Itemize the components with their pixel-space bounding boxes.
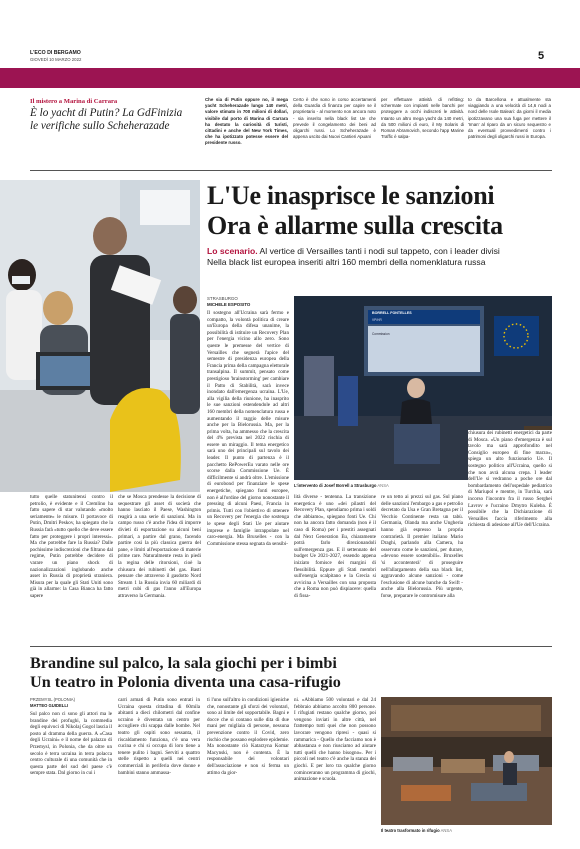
- clinic-photo: [0, 180, 200, 492]
- main-body-column-3: re un tetto ai prezzi sul gas. Sul piano delle sanzioni l'embargo a gas e petrolio decretato da Usa e Gran Bretagna per il Vecchio Continente resta un tabù. Germania, Olanda ma anche Ungheria hanno già espresso la propria contrarietà. Il premier italiano Mario Draghi, parlando alla Camera, ha osservato come le sanzioni, per durare, «devono essere sostenibili». Bruxelles 'si accontenterà' di proseguire nell'allargamento della sua black list, aggravando alcune sanzioni - come l'esclusione di alcune banche da Swift - anche alla Bielorussia. Più urgente, forse, preparare le contromisure alla: [381, 494, 463, 599]
- sidebar-column-2: Certo è che sono in corso accertamenti della Guardia di finanza per capire se il proprietario - al momento non ancora noto - sia inserito nella black list Ue che prevede il congelamento dei beni ad oligarchi russi. Lo Scheherazade è appena uscito dai Nuovi Cantieri Apuani: [293, 97, 376, 140]
- main-author: MICHELE ESPOSITO: [207, 302, 251, 307]
- summary-text-2: Nella black list europea inseriti altri 160 membri della nomenklatura russa: [207, 257, 486, 267]
- theatre-photo: [381, 697, 552, 825]
- parliament-caption-label: L'intervento di Josef Borrell a Strasburgo: [294, 483, 377, 488]
- bottom-author: MATTEO GUIDELLI: [30, 703, 69, 708]
- theatre-caption-label: Il teatro trasformato in rifugio: [381, 828, 440, 833]
- bottom-headline-line2: Un teatro in Polonia diventa una casa-rifugio: [30, 673, 341, 691]
- main-dateline: STRASBURGO: [207, 296, 238, 301]
- main-summary: [207, 246, 557, 268]
- left-article-column-1: tutto quelle statunitensi contro il petrolio, è evidente e il Cremlino ha fatto sapere di star valutando «molto seriamente» le misure. Il portavoce di Putin, Dmitri Peskov, ha spiegato che la Russia farà «tutto quello che deve essere fatto per proteggere i propri interessi». Ma che potrebbe fare la Russia? Dalle pochissime indiscrezioni che filtrano dal regime, Putin potrebbe decidere di varare un piano shock di nazionalizzazioni inglobando anche asset in Russia di proprietà straniera. Misura per la quale gli Stati Uniti sono già in allarme: la Casa Bianca ha fatto sapere: [30, 494, 113, 599]
- main-headline-line1: L'Ue inasprisce le sanzioni: [207, 181, 495, 210]
- sidebar-column-3: per effettuare attività di refitting: schermate con impianti nelle banchi per proteggere a occhi indiscreti le attività. Intanto un altro mega yacht da 140 metri, da 500 milioni di euro, il My Solaris di Roman Abramovich, secondo l'app Marine Traffic è salpa-: [381, 97, 464, 140]
- page-number: 5: [538, 50, 545, 62]
- main-body-column-4: chiusura dei rubinetti energetici da parte di Mosca. «Un piano d'emergenza è sul tavolo ma sarà approfondito nel Consiglio europeo di fine marzo», spiega un alto funzionario Ue. Il sostegno politico all'Ucraina, quello sì che non avrà alcuna crepa. I leader dell'Ue si vedranno a poche ore dal bombardamento dell'ospedale pediatrico di Mariupol e mentre, in Turchia, sarà incorso l'incontro fra il russo Serghei Lavrov e l'ucraino Dmytro Kuleba. È possibile che la Dichiarazione di Versailles faccia riferimento alla richiesta di adesione all'Ue dell'Ucraina.: [468, 430, 552, 640]
- bottom-column-1: Sul palco non ci sono gli attori ma le brandine dei profughi, la commedia degli equivoci di Nikolaj Gogol lascia il posto al dramma della guerra. A «Casa degli Ucraini» e il nome del palazzo di Przemysl, in Polonia, che da oltre un secolo è terra ucraina in terra polacca centro culturale di una comunità che in questa parte del sud del paese c'è sempre stata. Dal giorno in cui i: [30, 711, 112, 777]
- theatre-photo-caption: [381, 828, 452, 833]
- issue-date: GIOVEDÌ 10 MARZO 2022: [30, 57, 82, 62]
- summary-text-1: Al vertice di Versailles tanti i nodi sul tappeto, con i leader divisi: [257, 246, 500, 256]
- main-body-column-1-cont: [207, 494, 289, 640]
- bottom-column-3: ti l'uno sull'altro in condizioni igieniche che, nonostante gli sforzi dei volontari, sono al limite del sopportabile. Bagni e docce che si contano sulle dita di due mani per migliaia di persone, nessuna prevenzione contro il Covid, zero rischio che possano esplodere epidemie. Ma nonostante ciò Katarzyna Komar Macynski, non è contenta. È la responsabile dei volontari dell'associazione e non si ferma un attimo da gior-: [207, 697, 289, 776]
- screen-row: Commission: [372, 332, 390, 336]
- left-article-column-2: che se Mosca prendesse la decisione di sequestrare gli asset di società che hanno lasciato il Paese, Washington reagirà a una serie di sanzioni. Ma in campo russo c'è anche l'idea di imporre divieti di esportazione su alcuni beni primari, a partire dal grano, facendo partire così la più classica guerra del pane, e limiti all'esportazione di materie prime rare. Naturalmente resta in piedi la regina delle ritorsioni, cioè la chiusura dei rubinetti del gas. Basti pensare che attraverso il gasdotto Nord Stream 1 la Russia invia 60 miliardi di metri cubi di gas l'anno all'Europa attraverso la Germania.: [118, 494, 201, 599]
- theatre-caption-credit: ANSA: [440, 828, 452, 833]
- parliament-caption-credit: ANSA: [377, 483, 389, 488]
- summary-label: Lo scenario.: [207, 246, 258, 256]
- bottom-divider: [30, 646, 552, 647]
- bottom-column-4: ni. «Abbiamo 500 volontari e dal 24 febbraio abbiamo accolto 800 persone. I rifugiati restano qualche giorno, poi vengono inviati in altre città, nel frattempo tutti quei che non possono lavorare vengono ripresi - quasi si rammarica - Quello che facciamo non è abbastanza e non riusciamo ad aiutare tutti quelli che hanno bisogno». Per i piccoli nel teatro c'è anche la stanza dei giochi. E per loro tra qualche giorno cominceranno un programma di giochi, animazione e scuola.: [294, 697, 376, 783]
- bottom-headline-line1: Brandine sul palco, la sala giochi per i bimbi: [30, 654, 337, 672]
- sidebar-headline-line2: le verifiche sullo Scheherazade: [30, 120, 170, 132]
- main-headline-line2: Ora è allarme sulla crescita: [207, 211, 503, 240]
- screen-sub: VP/HR: [372, 318, 382, 322]
- sidebar-headline: [30, 107, 205, 133]
- sidebar-column-1: Che sia di Putin oppure no, il mega yacht Scheherazade lungo 140 metri, valore stimato in 700 milioni di dollari, visibile dal porto di Marina di Carrara ha destato la curiosità di turisti, cittadini e anche del New York Times, che ha ipotizzato potesse essere del presidente russo.: [205, 97, 288, 146]
- sidebar-headline-line1: È lo yacht di Putin? La GdFinizia: [30, 107, 183, 119]
- bottom-headline: [30, 654, 341, 692]
- sidebar-divider: [30, 170, 552, 171]
- bottom-dateline: PRZEMYSL (POLONIA): [30, 697, 75, 702]
- sidebar-kicker: Il mistero a Marina di Carrara: [30, 98, 118, 105]
- bottom-column-2: carri armati di Putin sono entrati in Ucraina questa cittadina di 60mila abitanti a dieci chilometri dal confine ucraino è diventata un centro per accogliere chi scappa dalle bombe. Nel teatro gli ospiti sono sessanta, il riscaldamento funziona, c'è una vera cucina e chi si occupa di loro tiene a tenere pulito i bagni. Serviti a quattro stelle rispetto a quelli nei centri commerciali in periferia dove donne e bambini stanno ammassa-: [118, 697, 200, 776]
- newspaper-name: L'ECO DI BERGAMO: [30, 50, 81, 56]
- main-headline: [207, 181, 503, 241]
- main-body-column-2: lità diverse - tentenna. La transizione energetica è uno «dei pilastri del Recovery Plan, spendiamo prima i soldi che abbiamo», spiegano fonti Ue. Chi non ha ancora fatto domanda (non è il caso di Roma) per i prestiti assegnati dal Next Generation Eu, chiaramente potrà farlo direzionandoli sull'emergenza gas. E il settennato del budget Ue 2021-2027, essendo appena iniziato fornisce dei margini di flessibilità. Eppure gli Stati membri sull'energia scalpitano e la Grecia si avvicina a Versailles con una proposta che a Roma non può dispiacere: quella di fissa-: [294, 494, 376, 599]
- sidebar-column-4: to da Barcellona e attualmente sta viaggiando a una velocità di 14,6 nodi a nord delle Isole Baleari: da giorni il media ipotizzavano una sua fuga per mettere il 'Iman' al riparo da un sicuro sequestro e da eventuali provvedimenti contro i patrimoni degli oligarchi russi in Europa.: [468, 97, 551, 140]
- main-body-column-1: Il sostegno all'Ucraina sarà fermo e compatto, la volontà politica di creare un'Europa della difesa unanime, la possibilità di istituire un Recovery Plan per l'energia vicino allo zero. Sono queste le premesse del vertice di Versailles che segnerà l'apice del semestre di presidenza europea della Francia prima della campagna elettorale transalpina. Il summit, pensato come prestigioso 'brainstorming' per cambiare il Patto di Stabilità, sarà invece inondato dall'emergenza ucraina. L'Ue, alla vigilia della riunione, ha inasprito le sue sanzioni estendendole ad altri 160 membri della nomenclatura russa e aumentando il raggio delle misure anche per la Bielorussia. Ma, per la prima volta, ha ammesso che la crescita del 4% prevista nel 2022 rischia di essere un miraggio. Il tema energetico sarà uno dei principali sul tavolo dei leader. Il punto di partenza è il pacchetto RePowerEu varato nelle ore scorse dalla Commissione Ue. È difficilmente si andrà oltre. L'emissione di eurobond per finanziare le spese energetiche, spiegano fonti europee, non è all'ordine del giorno nonostante il pressing di alcuni Paesi, Francia in primis. Tutti con l'obiettivo di ottenere un Recovery per l'energia che sostenga le spese degli Stati Ue per aiutare imprese e famiglie intrappolate nel caro-energia. Ma Bruxelles - con la Commissione stessa segnata da sensibi-: [207, 310, 289, 547]
- parliament-photo-caption: [294, 483, 389, 488]
- screen-header: BORRELL FONTELLES: [372, 311, 412, 315]
- section-band: [0, 68, 580, 88]
